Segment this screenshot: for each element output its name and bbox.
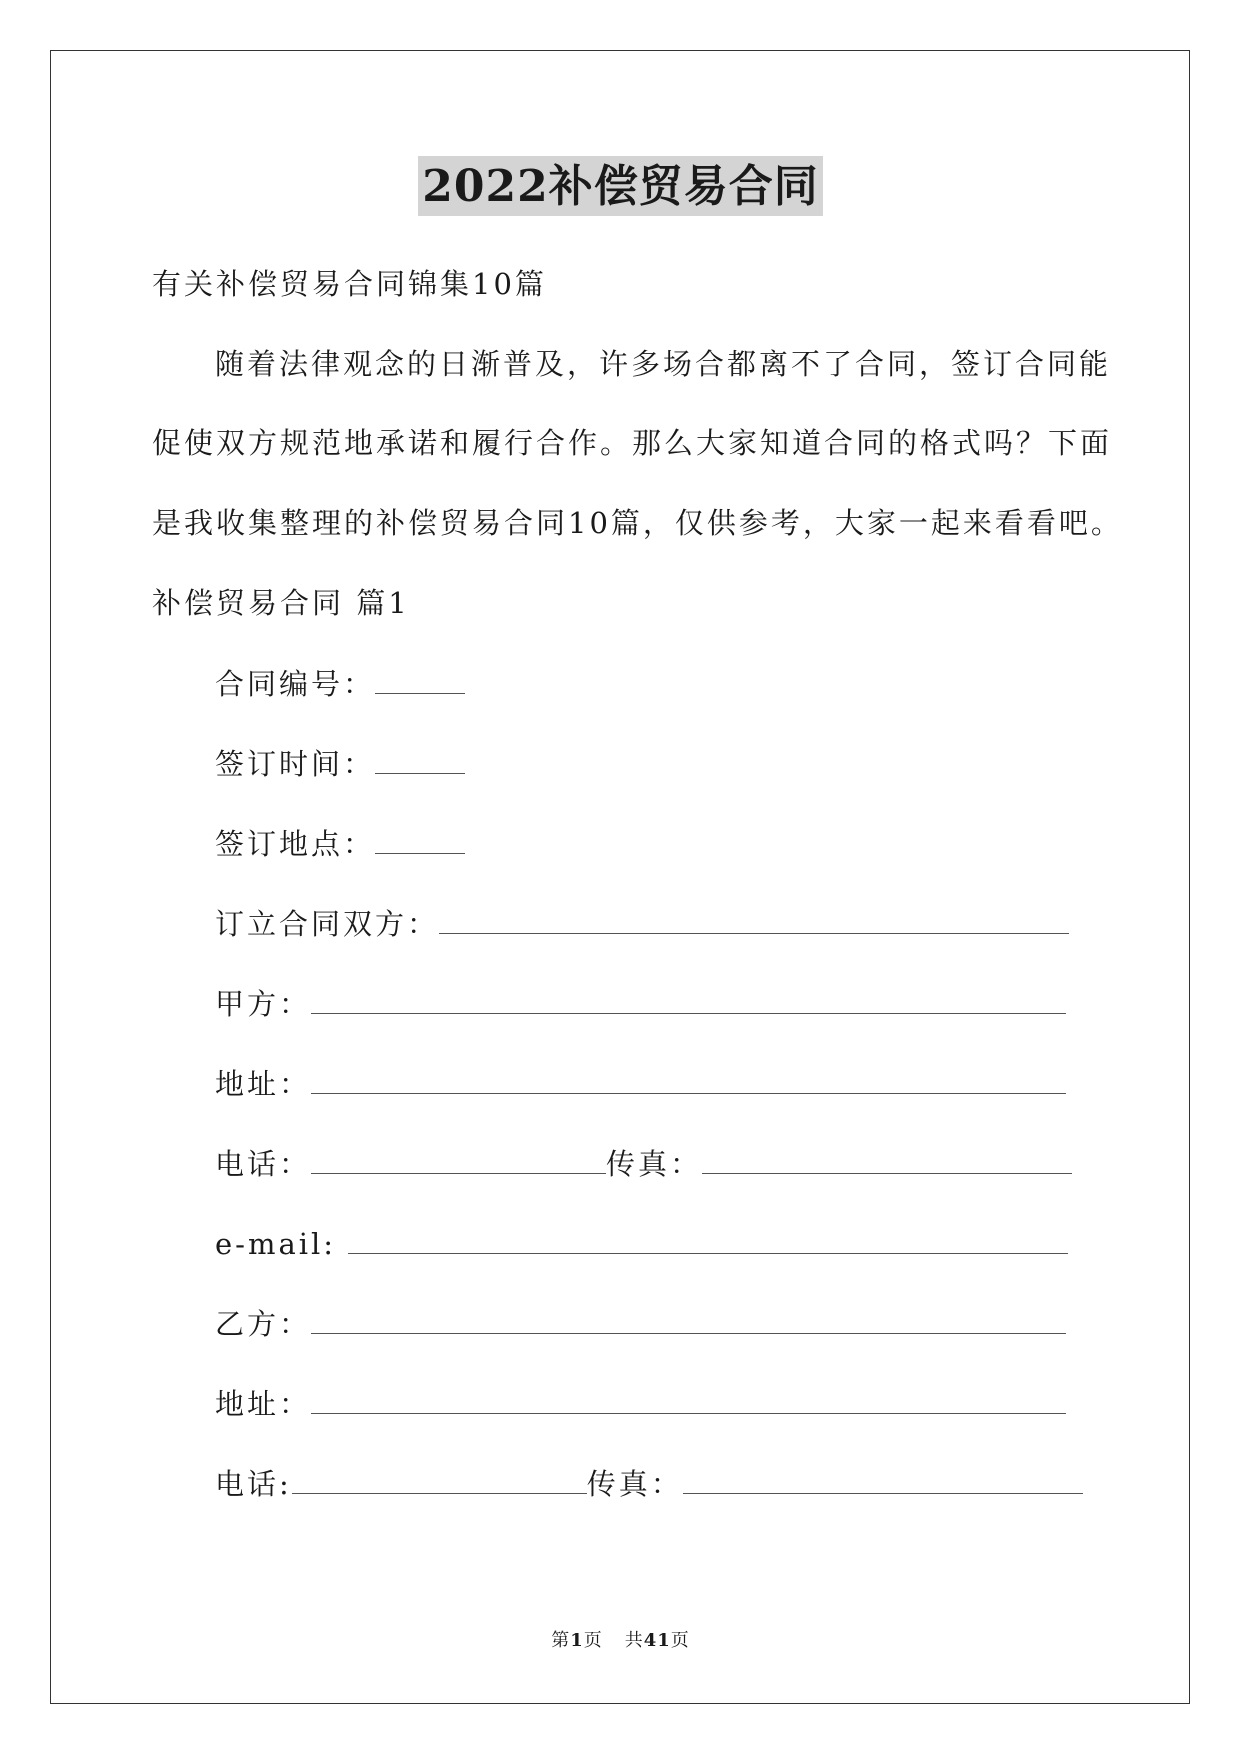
intro-line-1: 随着法律观念的日渐普及，许多场合都离不了合同，签订合同能: [215, 347, 1112, 381]
page-prefix: 第: [551, 1630, 571, 1651]
document-title: 2022补偿贸易合同: [418, 156, 822, 216]
address-a-row: [215, 1066, 1066, 1102]
total-prefix: 共: [624, 1630, 644, 1651]
parties-row: [215, 906, 1069, 942]
party-a-blank[interactable]: [311, 986, 1066, 1014]
page-suffix: 页: [583, 1630, 603, 1651]
fax-a-blank[interactable]: [702, 1146, 1072, 1174]
phone-fax-b-row: [215, 1466, 1083, 1502]
phone-b-label: 电话:: [215, 1467, 292, 1501]
sign-time-row: [215, 746, 465, 782]
document-subtitle: 有关补偿贸易合同锦集10篇: [152, 267, 547, 301]
page-footer: [0, 1626, 1241, 1652]
total-suffix: 页: [670, 1630, 690, 1651]
contract-no-row: [215, 666, 465, 702]
address-a-blank[interactable]: [311, 1066, 1066, 1094]
intro-line-3: 是我收集整理的补偿贸易合同10篇，仅供参考，大家一起来看看吧。: [152, 506, 1123, 540]
sign-time-blank[interactable]: [375, 746, 465, 774]
total-pages: 41: [643, 1630, 671, 1651]
parties-blank[interactable]: [439, 906, 1069, 934]
phone-fax-a-row: [215, 1146, 1072, 1182]
sign-place-blank[interactable]: [375, 826, 465, 854]
parties-label: 订立合同双方：: [215, 907, 440, 941]
fax-b-blank[interactable]: [683, 1466, 1083, 1494]
party-a-row: [215, 986, 1066, 1022]
contract-no-blank[interactable]: [375, 666, 465, 694]
intro-line-2: 促使双方规范地承诺和履行合作。那么大家知道合同的格式吗？下面: [152, 426, 1113, 460]
phone-a-blank[interactable]: [311, 1146, 606, 1174]
document-title-wrap: [0, 156, 1241, 216]
sign-place-row: [215, 826, 465, 862]
contract-no-label: 合同编号：: [215, 667, 376, 701]
phone-b-blank[interactable]: [292, 1466, 587, 1494]
party-b-blank[interactable]: [311, 1306, 1066, 1334]
email-a-blank[interactable]: [348, 1226, 1068, 1254]
phone-a-label: 电话：: [215, 1147, 312, 1181]
fax-b-label: 传真：: [586, 1467, 683, 1501]
email-a-row: [215, 1226, 1068, 1262]
address-b-blank[interactable]: [311, 1386, 1066, 1414]
email-a-label: e-mail:: [215, 1227, 337, 1261]
address-a-label: 地址：: [215, 1067, 312, 1101]
sign-place-label: 签订地点：: [215, 827, 376, 861]
address-b-label: 地址：: [215, 1387, 312, 1421]
party-b-label: 乙方：: [215, 1307, 312, 1341]
sign-time-label: 签订时间：: [215, 747, 376, 781]
party-a-label: 甲方：: [215, 987, 312, 1021]
address-b-row: [215, 1386, 1066, 1422]
section-heading: 补偿贸易合同 篇1: [152, 586, 410, 620]
fax-a-label: 传真：: [606, 1147, 703, 1181]
party-b-row: [215, 1306, 1066, 1342]
page-number: 1: [570, 1630, 584, 1651]
